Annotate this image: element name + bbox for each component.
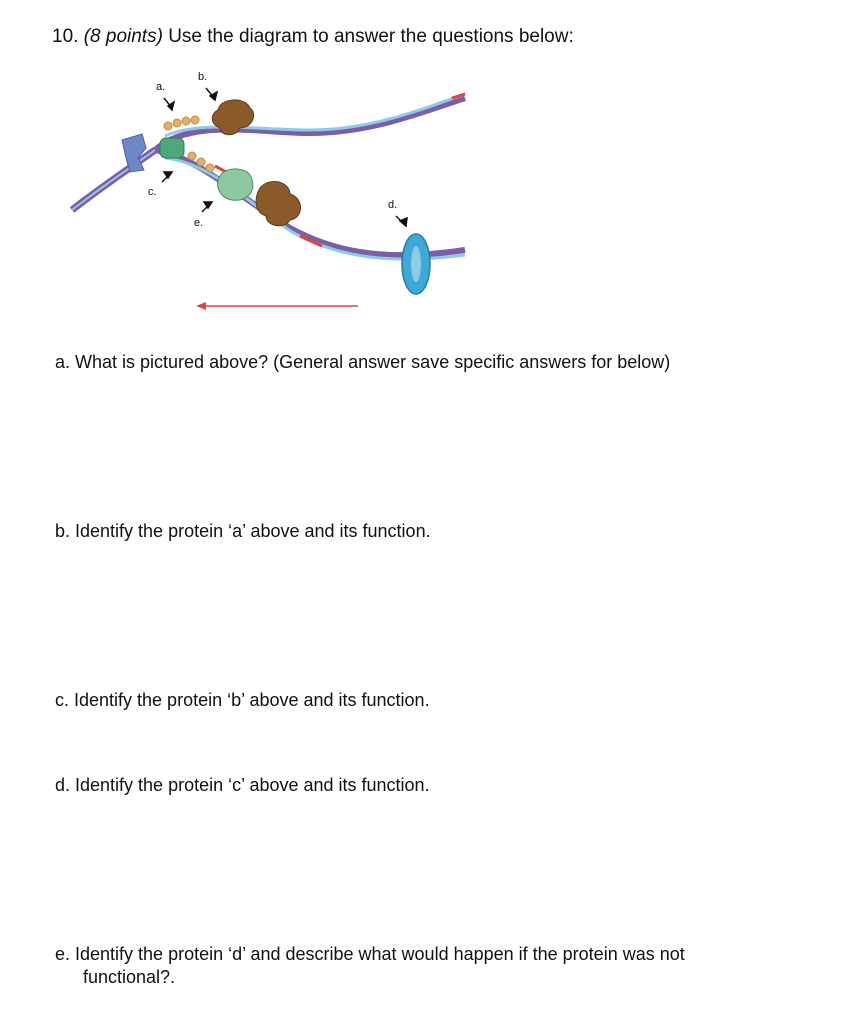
question-points: (8 points) — [83, 26, 163, 47]
subquestion-e — [55, 943, 815, 989]
diagram-svg — [60, 58, 500, 328]
question-number: 10. — [52, 26, 79, 47]
label-d: d. — [388, 199, 398, 211]
subquestion-b: b. Identify the protein ‘a’ above and its function. — [55, 521, 431, 541]
sliding-clamp — [402, 234, 430, 294]
polymerase-bottom — [256, 181, 300, 225]
question-prompt: Use the diagram to answer the questions below: — [168, 26, 574, 47]
helicase-protein — [122, 134, 146, 172]
primase-protein — [160, 138, 184, 158]
subquestion-c: c. Identify the protein ‘b’ above and its function. — [55, 690, 430, 710]
fork-direction-arrow — [196, 302, 358, 310]
replication-fork-diagram — [60, 58, 500, 328]
subquestion-e-line1: e. Identify the protein ‘d’ and describe what would happen if the protein was not — [55, 944, 685, 964]
label-b: b. — [198, 71, 208, 83]
subquestion-d: d. Identify the protein ‘c’ above and its function. — [55, 775, 430, 795]
question-title — [52, 26, 574, 48]
leading-strand — [155, 98, 465, 150]
label-e: e. — [194, 217, 204, 229]
label-a: a. — [156, 81, 166, 93]
clamp-loader — [218, 169, 253, 200]
subquestion-e-line2: functional?. — [83, 967, 176, 987]
subquestion-a: a. What is pictured above? (General answer save specific answers for below) — [55, 352, 671, 372]
label-c: c. — [148, 186, 157, 198]
